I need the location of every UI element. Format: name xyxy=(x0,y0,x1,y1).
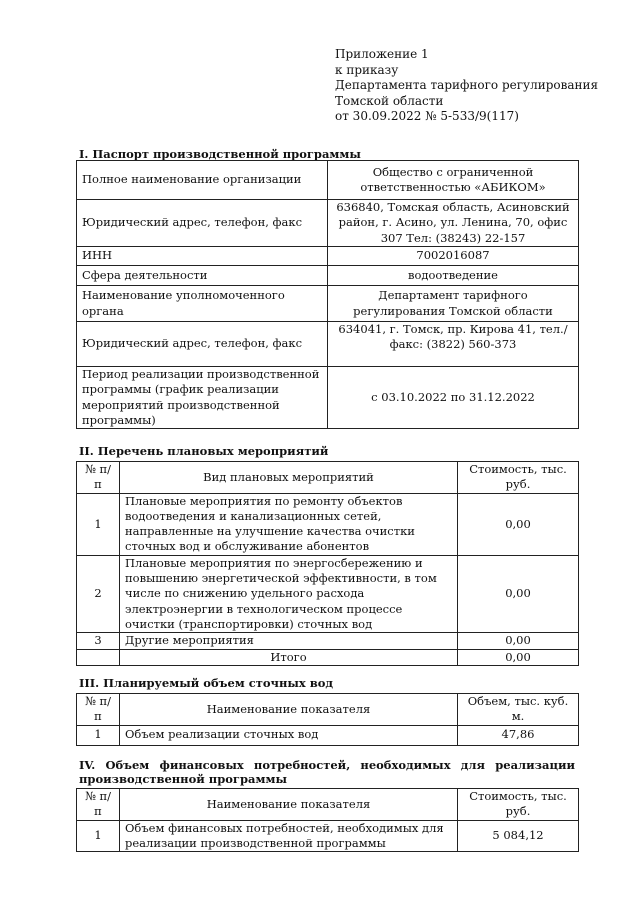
cell-value: 634041, г. Томск, пр. Кирова 41, тел./факс: (3822) 560-373 xyxy=(328,322,579,367)
table-row xyxy=(77,633,579,649)
cell-cost: 0,00 xyxy=(458,493,579,555)
cell-number: 1 xyxy=(77,493,120,555)
cell-number: 1 xyxy=(77,820,120,852)
table-row xyxy=(77,200,579,247)
header-cell: № п/п xyxy=(77,789,120,821)
cell-label: Юридический адрес, телефон, факс xyxy=(77,322,328,367)
table-row xyxy=(77,725,579,745)
header-cell: № п/п xyxy=(77,462,120,494)
cell-label: Полное наименование организации xyxy=(77,161,328,200)
table-row xyxy=(77,266,579,286)
cell-label: Сфера деятельности xyxy=(77,266,328,286)
total-row xyxy=(77,649,579,665)
header-cell: Наименование показателя xyxy=(120,694,458,726)
table-row xyxy=(77,820,579,852)
header-line: Департамента тарифного регулирования xyxy=(335,78,599,93)
wastewater-volume-table xyxy=(76,693,579,746)
header-cell: Объем, тыс. куб. м. xyxy=(458,694,579,726)
cell-number: 2 xyxy=(77,555,120,632)
table-row xyxy=(77,493,579,555)
financial-needs-table xyxy=(76,788,579,852)
cell-volume: 47,86 xyxy=(458,725,579,745)
header-line: Приложение 1 xyxy=(335,47,429,61)
table-row xyxy=(77,367,579,429)
cell-name: Плановые мероприятия по ремонту объектов водоотведения и канализационных сетей, направленные на улучшение качества очистки сточных вод и обслуживание абонентов xyxy=(120,493,458,555)
cell-label: ИНН xyxy=(77,247,328,266)
cell-empty xyxy=(77,649,120,665)
cell-name: Плановые мероприятия по энергосбережению и повышению энергетической эффективности, в том числе по снижению удельного расхода электроэнергии в технологическом процессе очистки (транспортировки) сточных вод xyxy=(120,555,458,632)
cell-name: Объем реализации сточных вод xyxy=(120,725,458,745)
cell-number: 1 xyxy=(77,725,120,745)
header-cell: Стоимость, тыс. руб. xyxy=(458,462,579,494)
header-line: Томской области xyxy=(335,93,444,108)
cell-label: Наименование уполномоченного органа xyxy=(77,286,328,322)
section-4-title-line: производственной программы xyxy=(79,772,287,786)
header-cell: Наименование показателя xyxy=(120,789,458,821)
total-label: Итого xyxy=(120,649,458,665)
table-header-row xyxy=(77,462,579,494)
table-row xyxy=(77,555,579,632)
section-3-title: III. Планируемый объем сточных вод xyxy=(79,676,334,690)
table-row xyxy=(77,322,579,367)
cell-label: Юридический адрес, телефон, факс xyxy=(77,200,328,247)
header-cell: Вид плановых мероприятий xyxy=(120,462,458,494)
passport-table xyxy=(76,160,579,429)
table-row xyxy=(77,286,579,322)
cell-cost: 0,00 xyxy=(458,633,579,649)
cell-name: Объем финансовых потребностей, необходимых для реализации производственной программы xyxy=(120,820,458,852)
cell-value: 7002016087 xyxy=(328,247,579,266)
cell-number: 3 xyxy=(77,633,120,649)
cell-cost: 0,00 xyxy=(458,555,579,632)
section-4-title-line: IV. Объем финансовых потребностей, необходимых для реализации xyxy=(79,758,575,772)
appendix-header xyxy=(335,47,598,125)
section-4-title xyxy=(79,758,575,786)
table-row xyxy=(77,161,579,200)
table-header-row xyxy=(77,789,579,821)
cell-label: Период реализации производственной программы (график реализации мероприятий производственной программы) xyxy=(77,367,328,429)
cell-name: Другие мероприятия xyxy=(120,633,458,649)
section-2-title: II. Перечень плановых мероприятий xyxy=(79,444,329,458)
cell-cost: 5 084,12 xyxy=(458,820,579,852)
cell-value: 636840, Томская область, Асиновский район, г. Асино, ул. Ленина, 70, офис 307 Тел: (38243) 22-157 xyxy=(328,200,579,247)
header-line: от 30.09.2022 № 5-533/9(117) xyxy=(335,109,519,124)
cell-value: Департамент тарифного регулирования Томской области xyxy=(328,286,579,322)
header-cell: Стоимость, тыс. руб. xyxy=(458,789,579,821)
table-row xyxy=(77,247,579,266)
measures-table xyxy=(76,461,579,666)
cell-value: с 03.10.2022 по 31.12.2022 xyxy=(328,367,579,429)
cell-value: водоотведение xyxy=(328,266,579,286)
section-1-title: I. Паспорт производственной программы xyxy=(79,147,361,161)
header-cell: № п/п xyxy=(77,694,120,726)
total-value: 0,00 xyxy=(458,649,579,665)
cell-value: Общество с ограниченной ответственностью «АБИКОМ» xyxy=(328,161,579,200)
table-header-row xyxy=(77,694,579,726)
header-line: к приказу xyxy=(335,62,399,77)
